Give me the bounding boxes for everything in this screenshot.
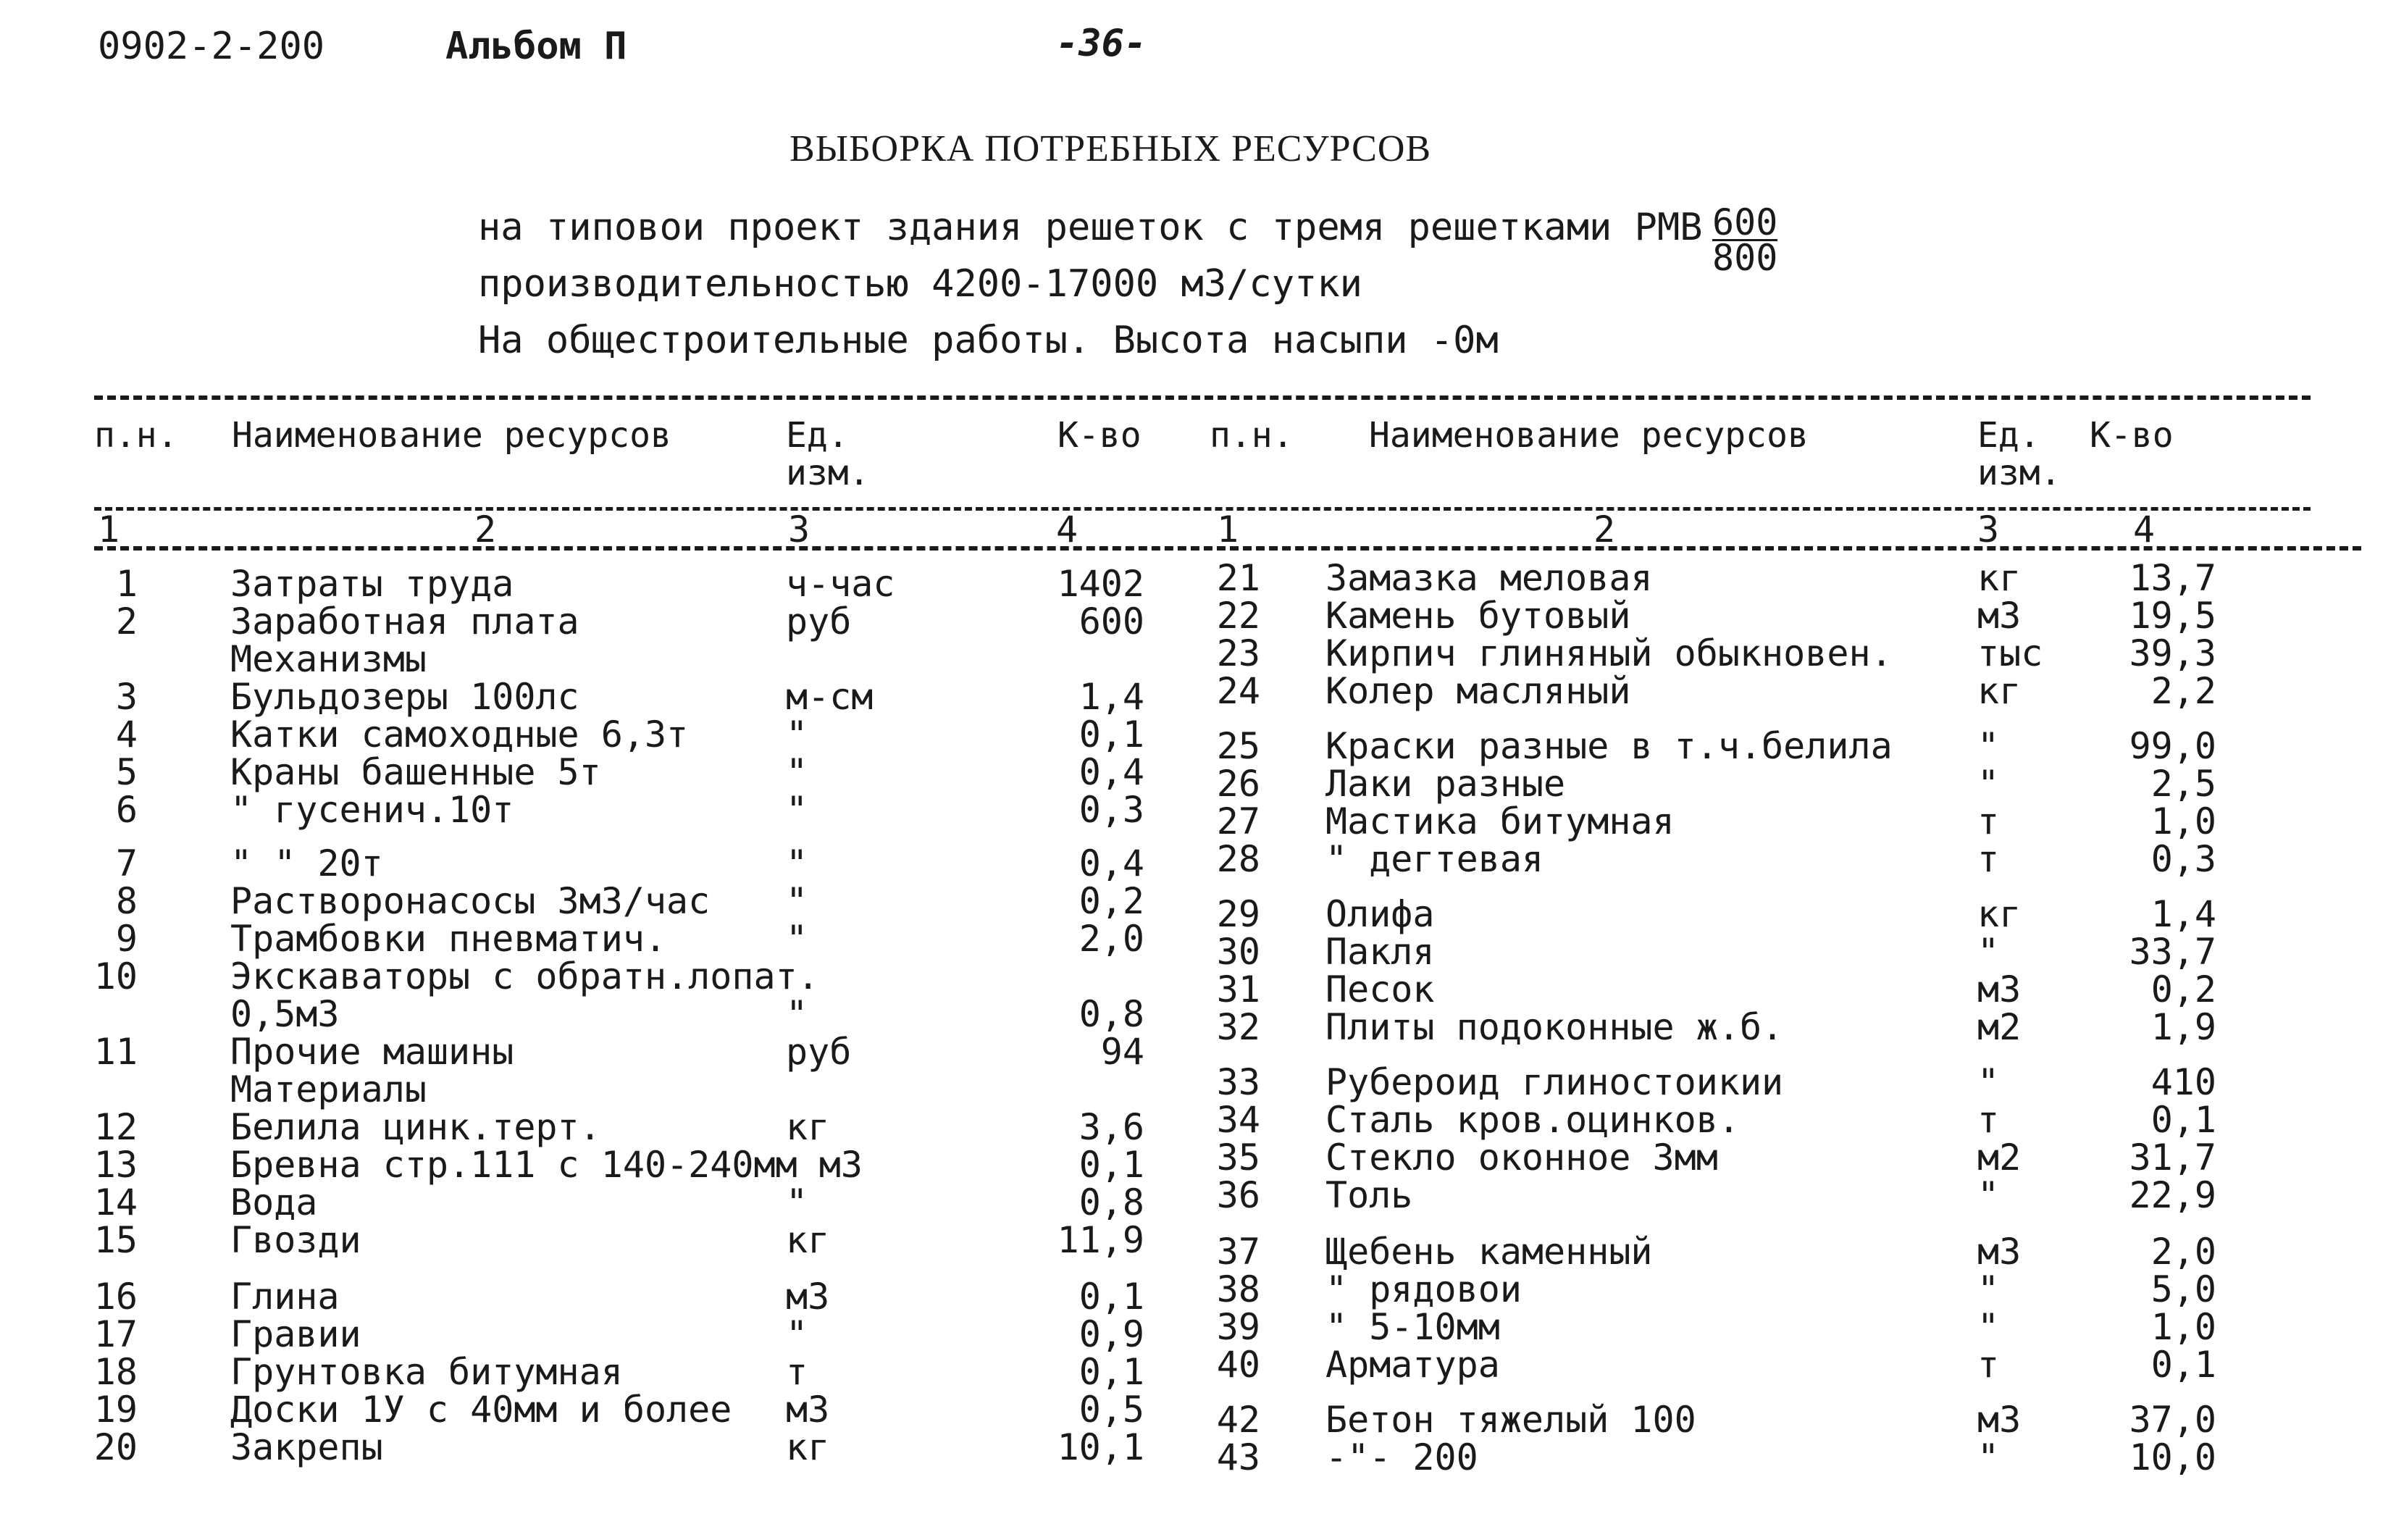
- quantity: 33,7: [2129, 931, 2216, 973]
- unit-of-measure: ": [786, 993, 808, 1035]
- col-header-unit-right-2: изм.: [1977, 453, 2061, 493]
- resource-name: " " 20т: [230, 842, 383, 884]
- col-number-3-left: 3: [788, 509, 810, 551]
- unit-of-measure: кг: [1977, 557, 2022, 599]
- col-header-name-left: Наименование ресурсов: [232, 415, 671, 456]
- resource-name: Экскаваторы с обратн.лопат.: [230, 955, 819, 997]
- unit-of-measure: ": [786, 789, 808, 831]
- resource-name: Материалы: [230, 1068, 427, 1110]
- unit-of-measure: кг: [786, 1106, 830, 1148]
- unit-of-measure: м2: [1977, 1137, 2022, 1179]
- resource-name: Грунтовка битумная: [230, 1351, 623, 1393]
- col-number-3-right: 3: [1977, 509, 2000, 551]
- quantity: 2,0: [2150, 1231, 2216, 1273]
- unit-of-measure: м2: [1977, 1006, 2022, 1048]
- resource-name: Катки самоходные 6,3т: [230, 713, 689, 756]
- col-header-unit-left-1: Ед.: [786, 415, 849, 456]
- unit-of-measure: тыс: [1977, 632, 2043, 674]
- unit-of-measure: ": [1977, 931, 2000, 973]
- row-number: 11: [93, 1031, 138, 1073]
- unit-of-measure: ": [1977, 1268, 2000, 1310]
- row-number: 42: [1216, 1399, 1260, 1441]
- row-number: 13: [93, 1144, 138, 1186]
- row-number: 43: [1216, 1436, 1260, 1478]
- col-number-2-right: 2: [1593, 509, 1616, 551]
- unit-of-measure: т: [1977, 838, 2000, 880]
- unit-of-measure: м3: [1977, 1231, 2022, 1273]
- row-number: 24: [1216, 670, 1260, 712]
- quantity: 0,5: [1078, 1389, 1144, 1431]
- quantity: 0,1: [1078, 1276, 1144, 1318]
- quantity: 1,4: [1078, 676, 1144, 718]
- row-number: 18: [93, 1351, 138, 1393]
- quantity: 0,8: [1078, 1181, 1144, 1223]
- unit-of-measure: ": [786, 751, 808, 793]
- resource-name: Щебень каменный: [1325, 1231, 1653, 1273]
- col-number-2-left: 2: [474, 509, 497, 551]
- row-number: 40: [1216, 1344, 1260, 1386]
- unit-of-measure: м-см: [786, 676, 874, 718]
- col-header-pn-right: п.н.: [1210, 415, 1294, 456]
- resource-name: Пакля: [1325, 931, 1435, 973]
- resource-name: Затраты труда: [230, 563, 514, 605]
- resource-name: Белила цинк.терт.: [230, 1106, 601, 1148]
- quantity: 94: [1100, 1031, 1144, 1073]
- unit-of-measure: ": [786, 713, 808, 756]
- row-number: 19: [93, 1389, 138, 1431]
- resource-name: Трамбовки пневматич.: [230, 918, 667, 960]
- resource-name: Сталь кров.оцинков.: [1325, 1099, 1740, 1141]
- resource-name: " 5-10мм: [1325, 1306, 1500, 1348]
- row-number: 31: [1216, 968, 1260, 1010]
- row-number: 37: [1216, 1231, 1260, 1273]
- unit-of-measure: ": [1977, 1174, 2000, 1216]
- resource-name: Заработная плата: [230, 600, 579, 643]
- unit-of-measure: ": [786, 1313, 808, 1355]
- unit-of-measure: м3: [786, 1276, 830, 1318]
- fraction-bottom: 800: [1712, 237, 1778, 279]
- row-number: 5: [115, 751, 138, 793]
- unit-of-measure: ": [1977, 725, 2000, 767]
- row-number: 21: [1216, 557, 1260, 599]
- quantity: 99,0: [2129, 725, 2216, 767]
- resource-name: Бетон тяжелый 100: [1325, 1399, 1696, 1441]
- quantity: 0,3: [2150, 838, 2216, 880]
- unit-of-measure: м3: [1977, 968, 2022, 1010]
- quantity: 1,0: [2150, 800, 2216, 842]
- resource-name: " рядовои: [1325, 1268, 1522, 1310]
- resource-name: Гвозди: [230, 1219, 361, 1261]
- subtitle-line-3: На общестроительные работы. Высота насыпи -0м: [478, 319, 1499, 362]
- resource-name: Камень бутовый: [1325, 595, 1631, 637]
- quantity: 31,7: [2129, 1137, 2216, 1179]
- unit-of-measure: руб: [786, 600, 852, 643]
- row-number: 16: [93, 1276, 138, 1318]
- quantity: 0,1: [1078, 713, 1144, 756]
- resource-name: " гусенич.10т: [230, 789, 514, 831]
- row-number: 33: [1216, 1061, 1260, 1103]
- quantity: 1,0: [2150, 1306, 2216, 1348]
- quantity: 0,1: [2150, 1344, 2216, 1386]
- unit-of-measure: ": [786, 842, 808, 884]
- row-number: 38: [1216, 1268, 1260, 1310]
- unit-of-measure: ": [786, 918, 808, 960]
- quantity: 11,9: [1057, 1219, 1144, 1261]
- row-number: 14: [93, 1181, 138, 1223]
- row-number: 3: [115, 676, 138, 718]
- quantity: 1,9: [2150, 1006, 2216, 1048]
- quantity: 5,0: [2150, 1268, 2216, 1310]
- row-number: 4: [115, 713, 138, 756]
- row-number: 2: [115, 600, 138, 643]
- row-number: 35: [1216, 1137, 1260, 1179]
- row-number: 6: [115, 789, 138, 831]
- quantity: 0,2: [2150, 968, 2216, 1010]
- row-number: 39: [1216, 1306, 1260, 1348]
- subtitle-line-1: на типовои проект здания решеток с тремя решетками РМВ: [478, 206, 1703, 249]
- quantity: 3,6: [1078, 1106, 1144, 1148]
- unit-of-measure: ч-час: [786, 563, 895, 605]
- quantity: 0,4: [1078, 751, 1144, 793]
- resource-name: Стекло оконное 3мм: [1325, 1137, 1718, 1179]
- resource-name: Мастика битумная: [1325, 800, 1675, 842]
- col-header-qty-right: К-во: [2090, 415, 2174, 456]
- unit-of-measure: кг: [1977, 670, 2022, 712]
- col-number-1-left: 1: [98, 509, 120, 551]
- unit-of-measure: т: [786, 1351, 808, 1393]
- resource-name: Кирпич глиняный обыкновен.: [1325, 632, 1893, 674]
- quantity: 0,8: [1078, 993, 1144, 1035]
- resource-name: 0,5м3: [230, 993, 340, 1035]
- resource-name: Краски разные в т.ч.белила: [1325, 725, 1893, 767]
- col-header-name-right: Наименование ресурсов: [1369, 415, 1809, 456]
- unit-of-measure: кг: [1977, 893, 2022, 935]
- quantity: 0,3: [1078, 789, 1144, 831]
- page-title: ВЫБОРКА ПОТРЕБНЫХ РЕСУРСОВ: [789, 128, 1432, 170]
- resource-name: Бульдозеры 100лс: [230, 676, 579, 718]
- resource-name: Лаки разные: [1325, 763, 1566, 805]
- col-header-qty-left: К-во: [1057, 415, 1142, 456]
- col-header-pn-left: п.н.: [94, 415, 178, 456]
- row-number: 34: [1216, 1099, 1260, 1141]
- unit-of-measure: ": [1977, 1436, 2000, 1478]
- unit-of-measure: м3: [1977, 595, 2022, 637]
- row-number: 22: [1216, 595, 1260, 637]
- resource-name: Песок: [1325, 968, 1435, 1010]
- row-number: 36: [1216, 1174, 1260, 1216]
- row-number: 23: [1216, 632, 1260, 674]
- row-number: 28: [1216, 838, 1260, 880]
- resource-name: Растворонасосы 3м3/час: [230, 880, 711, 922]
- unit-of-measure: м3: [1977, 1399, 2022, 1441]
- unit-of-measure: т: [1977, 1344, 2000, 1386]
- row-number: 8: [115, 880, 138, 922]
- row-number: 9: [115, 918, 138, 960]
- resource-name: Олифа: [1325, 893, 1435, 935]
- col-header-unit-left-2: изм.: [786, 453, 870, 493]
- quantity: 600: [1078, 600, 1144, 643]
- unit-of-measure: ": [786, 1181, 808, 1223]
- quantity: 0,1: [2150, 1099, 2216, 1141]
- row-number: 20: [93, 1426, 138, 1468]
- quantity: 410: [2150, 1061, 2216, 1103]
- fraction-top: 600: [1712, 201, 1778, 243]
- row-number: 25: [1216, 725, 1260, 767]
- quantity: 22,9: [2129, 1174, 2216, 1216]
- row-number: 32: [1216, 1006, 1260, 1048]
- col-header-unit-right-1: Ед.: [1977, 415, 2040, 456]
- resource-name: Краны башенные 5т: [230, 751, 601, 793]
- quantity: 19,5: [2129, 595, 2216, 637]
- resource-name: Механизмы: [230, 638, 427, 680]
- col-number-4-right: 4: [2133, 509, 2156, 551]
- unit-of-measure: м3: [786, 1389, 830, 1431]
- row-number: 30: [1216, 931, 1260, 973]
- quantity: 2,0: [1078, 918, 1144, 960]
- document-code: 0902-2-200: [98, 25, 325, 68]
- quantity: 2,5: [2150, 763, 2216, 805]
- resource-name: Плиты подоконные ж.б.: [1325, 1006, 1784, 1048]
- unit-of-measure: ": [786, 880, 808, 922]
- subtitle-line-2: производительностью 4200-17000 м3/сутки: [478, 262, 1362, 306]
- resource-name: Толь: [1325, 1174, 1413, 1216]
- unit-of-measure: кг: [786, 1219, 830, 1261]
- quantity: 0,1: [1078, 1351, 1144, 1393]
- row-number: 29: [1216, 893, 1260, 935]
- quantity: 10,1: [1057, 1426, 1144, 1468]
- quantity: 13,7: [2129, 557, 2216, 599]
- quantity: 1,4: [2150, 893, 2216, 935]
- row-number: 10: [93, 955, 138, 997]
- quantity: 2,2: [2150, 670, 2216, 712]
- quantity: 0,2: [1078, 880, 1144, 922]
- quantity: 10,0: [2129, 1436, 2216, 1478]
- row-number: 27: [1216, 800, 1260, 842]
- unit-of-measure: ": [1977, 1306, 2000, 1348]
- resource-name: Арматура: [1325, 1344, 1500, 1386]
- row-number: 12: [93, 1106, 138, 1148]
- col-number-1-right: 1: [1217, 509, 1239, 551]
- quantity: 39,3: [2129, 632, 2216, 674]
- unit-of-measure: т: [1977, 1099, 2000, 1141]
- row-number: 17: [93, 1313, 138, 1355]
- fraction-600-800: [1712, 201, 1778, 279]
- resource-name: Закрепы: [230, 1426, 383, 1468]
- resource-name: Вода: [230, 1181, 318, 1223]
- quantity: 0,4: [1078, 842, 1144, 884]
- quantity: 0,1: [1078, 1144, 1144, 1186]
- quantity: 37,0: [2129, 1399, 2216, 1441]
- resource-name: Глина: [230, 1276, 340, 1318]
- row-number: 26: [1216, 763, 1260, 805]
- row-number: 15: [93, 1219, 138, 1261]
- unit-of-measure: т: [1977, 800, 2000, 842]
- row-number: 7: [115, 842, 138, 884]
- col-number-4-left: 4: [1056, 509, 1078, 551]
- unit-of-measure: ": [1977, 1061, 2000, 1103]
- resource-name: Прочие машины: [230, 1031, 514, 1073]
- resource-name: Бревна стр.111 с 140-240мм м3: [230, 1144, 863, 1186]
- resource-name: Рубероид глиностоикии: [1325, 1061, 1784, 1103]
- resource-name: Колер масляный: [1325, 670, 1631, 712]
- album-label: Альбом П: [445, 25, 627, 68]
- resource-name: Замазка меловая: [1325, 557, 1653, 599]
- unit-of-measure: ": [1977, 763, 2000, 805]
- row-number: 1: [115, 563, 138, 605]
- resource-name: -"- 200: [1325, 1436, 1478, 1478]
- page-number: -36-: [1056, 22, 1147, 65]
- quantity: 1402: [1057, 563, 1144, 605]
- unit-of-measure: кг: [786, 1426, 830, 1468]
- resource-name: Доски 1У с 40мм и более: [230, 1389, 732, 1431]
- unit-of-measure: руб: [786, 1031, 852, 1073]
- resource-name: Гравии: [230, 1313, 361, 1355]
- quantity: 0,9: [1078, 1313, 1144, 1355]
- resource-name: " дегтевая: [1325, 838, 1544, 880]
- table-top-rule: [94, 396, 2311, 400]
